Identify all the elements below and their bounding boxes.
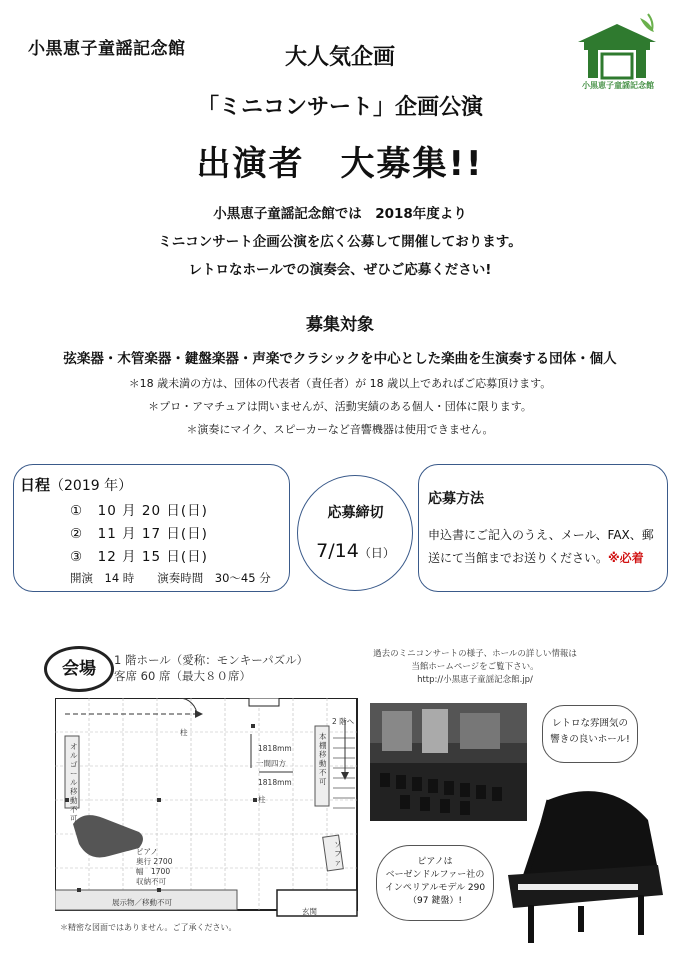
apply-title: 応募方法 xyxy=(428,491,484,507)
floor-label-organ: オルゴール移動不可 xyxy=(70,742,78,823)
floor-label-unit: 一間四方 xyxy=(256,759,286,768)
logo-caption: 小黒恵子童謡記念館 xyxy=(582,81,654,90)
deadline-day: 7/14 xyxy=(316,540,359,562)
schedule-date: ① 10 月 20 日(日) xyxy=(70,503,208,519)
schedule-date: ② 11 月 17 日(日) xyxy=(70,526,208,542)
apply-text xyxy=(428,524,664,570)
target-main: 弦楽器・木管楽器・鍵盤楽器・声楽でクラシックを中心とした楽曲を生演奏する団体・個人 xyxy=(63,351,617,367)
bubble-line: （97 鍵盤）! xyxy=(408,896,462,906)
deadline-circle xyxy=(297,475,413,591)
floor-label-pillar2: 柱 xyxy=(258,795,266,804)
deadline-date xyxy=(297,540,414,562)
note-line: ＊プロ・アマチュアは問いませんが、活動実績のある個人・団体に限ります。 xyxy=(148,400,532,413)
info-line: http://小黒恵子童謡記念館.jp/ xyxy=(417,675,533,685)
floor-label-dim2: 1818mm xyxy=(258,778,292,787)
apply-body: 申込書にご記入のうえ、メール、FAX、郵送にて当館までお送りください。 xyxy=(428,528,654,565)
deadline-title: 応募締切 xyxy=(327,505,384,521)
must-arrive: ※必着 xyxy=(608,551,644,565)
floor-label-sofa: ソファ xyxy=(334,840,342,867)
floor-label-pillar: 柱 xyxy=(180,728,188,737)
schedule-time: 開演 14 時 演奏時間 30～45 分 xyxy=(70,571,271,585)
title-concert: 「ミニコンサート」企画公演 xyxy=(196,95,483,120)
target-notes xyxy=(0,372,680,441)
venue-seats: 客席 60 席（最大８０席） xyxy=(114,669,251,683)
intro-line: レトロなホールでの演奏会、ぜひご応募ください! xyxy=(188,262,492,278)
intro-line: ミニコンサート企画公演を広く公募して開催しております。 xyxy=(158,234,522,250)
schedule-label: 日程 xyxy=(20,476,51,494)
brand-name: 小黒恵子童謡記念館 xyxy=(28,39,186,59)
bubble-line: ピアノは xyxy=(417,857,453,867)
floor-label-dim1: 1818mm xyxy=(258,744,292,753)
intro-text xyxy=(0,200,680,284)
bubble-line: レトロな雰囲気の xyxy=(551,718,628,729)
floor-label-shelf: 本棚 移動不可 xyxy=(319,732,327,786)
info-line: 当館ホームページをご覧下さい。 xyxy=(411,662,539,672)
bubble-line: インペリアルモデル 290 xyxy=(384,883,486,893)
title-popular: 大人気企画 xyxy=(284,45,395,70)
note-line: ＊18 歳未満の方は、団体の代表者（責任者）が 18 歳以上であればご応募頂けます。 xyxy=(128,377,552,390)
floor-label-entrance: 玄関 xyxy=(302,907,317,916)
venue-badge: 会場 xyxy=(44,646,114,692)
venue-info xyxy=(340,648,610,687)
floor-label-piano-width: 幅 1700 xyxy=(136,867,171,876)
floor-label-piano-depth: 奥行 2700 xyxy=(136,857,173,866)
floor-label-display: 展示物／移動不可 xyxy=(112,898,172,907)
bubble-line: 響きの良いホール! xyxy=(550,734,630,745)
floor-label-piano: ピアノ xyxy=(136,847,158,856)
info-line: 過去のミニコンサートの様子、ホールの詳しい情報は xyxy=(373,649,577,659)
venue-hall: 1 階ホール（愛称：モンキーパズル） xyxy=(114,653,309,667)
floor-label-stairs: 2 階へ xyxy=(332,717,355,726)
title-recruit: 出演者 大募集!! xyxy=(196,144,484,184)
floor-label-piano-note: 収納不可 xyxy=(136,877,166,886)
grand-piano-icon xyxy=(498,780,668,950)
speech-bubble-hall xyxy=(542,705,638,763)
bubble-line: ベーゼンドルファー社の xyxy=(385,870,485,880)
note-line: ＊演奏にマイク、スピーカーなど音響機器は使用できません。 xyxy=(186,423,494,436)
target-heading: 募集対象 xyxy=(306,315,374,335)
speech-bubble-piano xyxy=(376,845,494,921)
deadline-weekday: （日） xyxy=(358,546,395,560)
schedule-title xyxy=(20,474,132,495)
floor-note: ＊精密な図面ではありません。ご了承ください。 xyxy=(60,923,237,932)
schedule-year: （2019 年） xyxy=(50,478,133,494)
schedule-date: ③ 12 月 15 日(日) xyxy=(70,549,208,565)
intro-line: 小黒恵子童謡記念館では 2018年度より xyxy=(213,206,467,222)
